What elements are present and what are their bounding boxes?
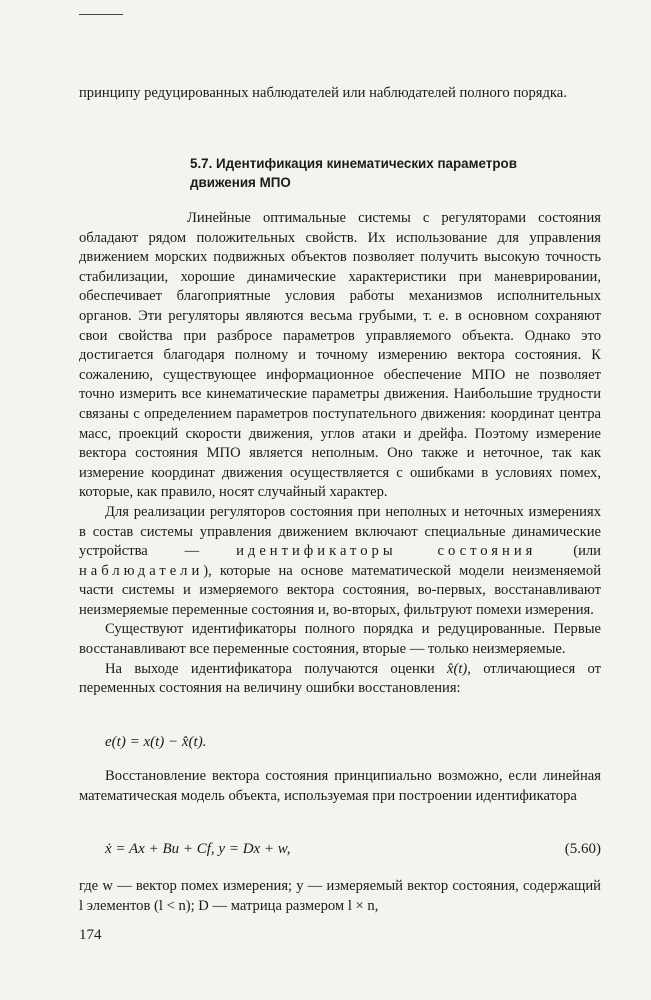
body-block-1 bbox=[79, 209, 601, 699]
paragraph-4 bbox=[79, 660, 601, 699]
body-block-3 bbox=[79, 877, 601, 916]
page-number: 174 bbox=[79, 927, 102, 943]
estimate-symbol: x̂(t) bbox=[446, 660, 468, 677]
formula-model-row bbox=[105, 840, 601, 862]
paragraph-1: Линейные оптимальные системы с регуляторами состояния обладают рядом положительных свойств. Их использование для управления движением морских подвижных объектов позволяет получить высокую точность стабилизации, хорошие динамические характеристики при маневрировании, обеспечивает благоприятные условия работы механизмов исполнительных органов. Эти регуляторы являются весьма грубыми, т. е. в основном сохраняют свои свойства при разбросе параметров управляемого объекта. Однако это достигается благодаря полному и точному измерению вектора состояния. К сожалению, существующее информационное обеспечение МПО не позволяет точно измерить все кинематические параметры движения. Наибольшие трудности связаны с определением параметров поступательного движения: координат центра масс, проекций скорости движения, углов атаки и дрейфа. Поэтому измерение вектора состояния МПО является неполным. Оно также и неточное, так как измерение координат движения осуществляется с ошибками в условиях помех, которые, как правило, носят случайный характер. bbox=[79, 210, 601, 501]
paragraph-2-part-1: Для реализации регуляторов состояния при неполных и неточных измерениях в состав системы управления движением включают специальные динамические устройства — bbox=[79, 503, 601, 560]
formula-error: e(t) = x(t) − x̂(t). bbox=[105, 734, 207, 750]
body-block-2 bbox=[79, 767, 601, 806]
paragraph-5: Восстановление вектора состояния принципиально возможно, если линейная математическая модель объекта, используемая при построении идентификатора bbox=[79, 768, 601, 804]
formula-model: ẋ = Ax + Bu + Cf, y = Dx + w, bbox=[105, 841, 291, 857]
paragraph-6: где w — вектор помех измерения; y — измеряемый вектор состояния, содержащий l элементов (l < n); D — матрица размером l × n, bbox=[79, 878, 601, 914]
paragraph-4-part-1: На выходе идентификатора получаются оценки bbox=[105, 660, 447, 677]
term-observers: наблюдатели bbox=[79, 562, 204, 579]
paragraph-2-part-3: ), которые на основе математической модели неизменяемой части системы и измеряемого вектора состояния, во-первых, восстанавливают неизмеряемые переменные состояния и, во-вторых, фильтруют помехи измерения. bbox=[79, 562, 601, 618]
term-identifiers: идентификаторы состояния bbox=[236, 543, 537, 560]
paragraph-4-part-2: , отличающиеся от переменных состояния на величину ошибки восстановления: bbox=[79, 660, 601, 697]
formula-number: (5.60) bbox=[564, 841, 601, 857]
paragraph-3: Существуют идентификаторы полного порядка и редуцированные. Первые восстанавливают все переменные состояния, вторые — только неизмеряемые. bbox=[79, 621, 601, 658]
paragraph-2-part-2: (или bbox=[536, 543, 601, 560]
paragraph-2 bbox=[79, 503, 601, 621]
section-heading: 5.7. Идентификация кинематических параметров движения МПО bbox=[190, 156, 517, 190]
intro-text: принципу редуцированных наблюдателей или наблюдателей полного порядка. bbox=[79, 85, 567, 101]
header-rule bbox=[79, 14, 123, 15]
